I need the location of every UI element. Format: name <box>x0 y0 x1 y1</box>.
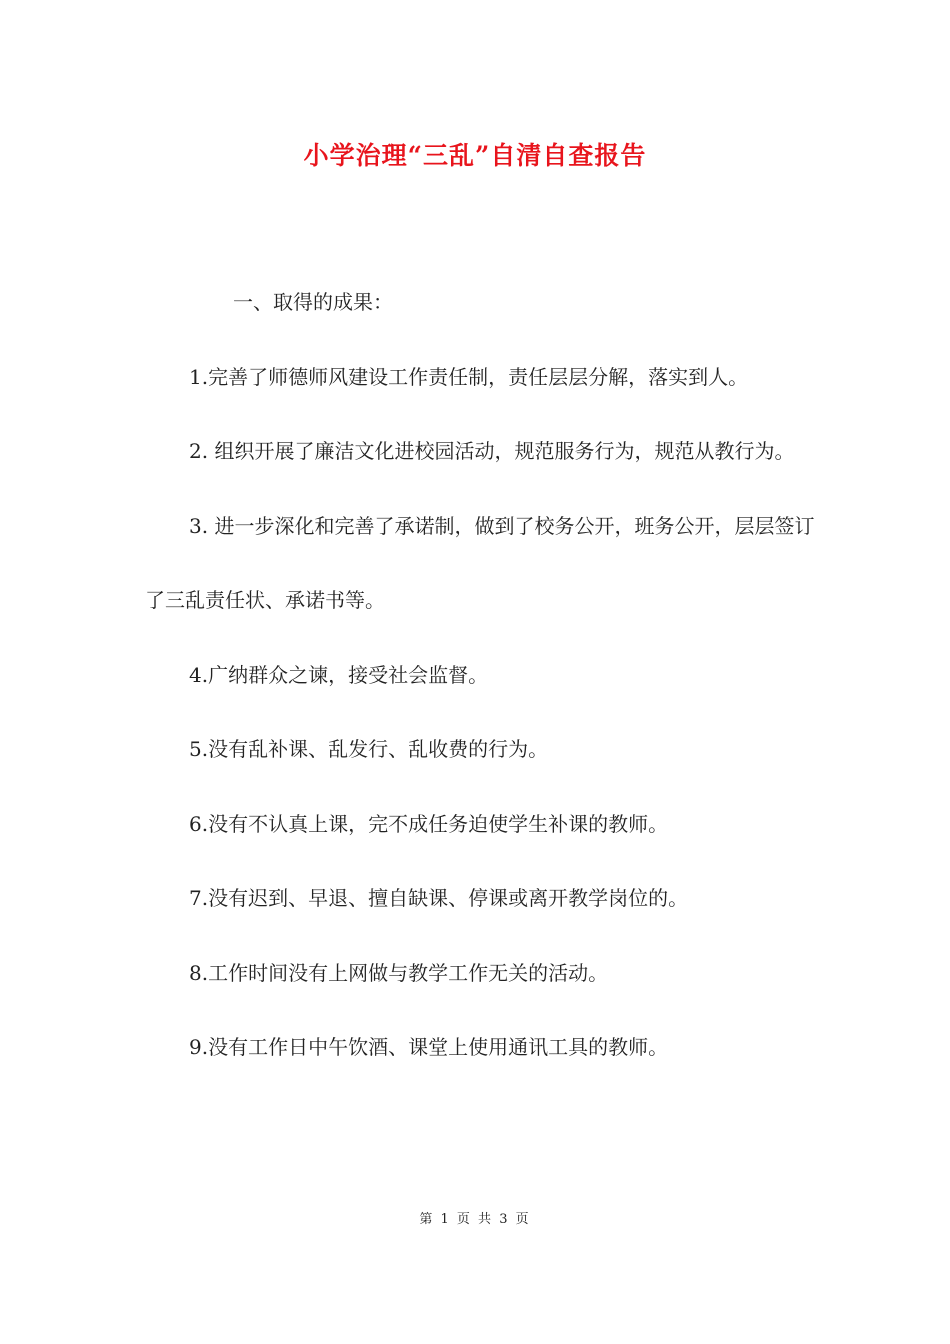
document-body <box>145 265 815 1085</box>
paragraph-6: 6.没有不认真上课，完不成任务迫使学生补课的教师。 <box>189 811 669 836</box>
paragraph-8: 8.工作时间没有上网做与教学工作无关的活动。 <box>189 960 609 985</box>
paragraph-9: 9.没有工作日中午饮酒、课堂上使用通讯工具的教师。 <box>189 1035 669 1059</box>
page-number-footer: 第 1 页 共 3 页 <box>419 1212 531 1227</box>
document-title: 小学治理“三乱”自清自查报告 <box>303 141 647 170</box>
paragraph-1: 1.完善了师德师风建设工作责任制，责任层层分解，落实到人。 <box>189 364 749 389</box>
section-heading: 一、取得的成果： <box>233 290 393 314</box>
paragraph-5: 5.没有乱补课、乱发行、乱收费的行为。 <box>189 737 549 761</box>
paragraph-2: 2. 组织开展了廉洁文化进校园活动，规范服务行为，规范从教行为。 <box>189 439 795 463</box>
paragraph-4: 4.广纳群众之谏，接受社会监督。 <box>189 662 489 687</box>
paragraph-3: 3. 进一步深化和完善了承诺制，做到了校务公开，班务公开，层层签订了三乱责任状、承诺书等。 <box>145 513 815 612</box>
paragraph-7: 7.没有迟到、早退、擅自缺课、停课或离开教学岗位的。 <box>189 886 689 910</box>
